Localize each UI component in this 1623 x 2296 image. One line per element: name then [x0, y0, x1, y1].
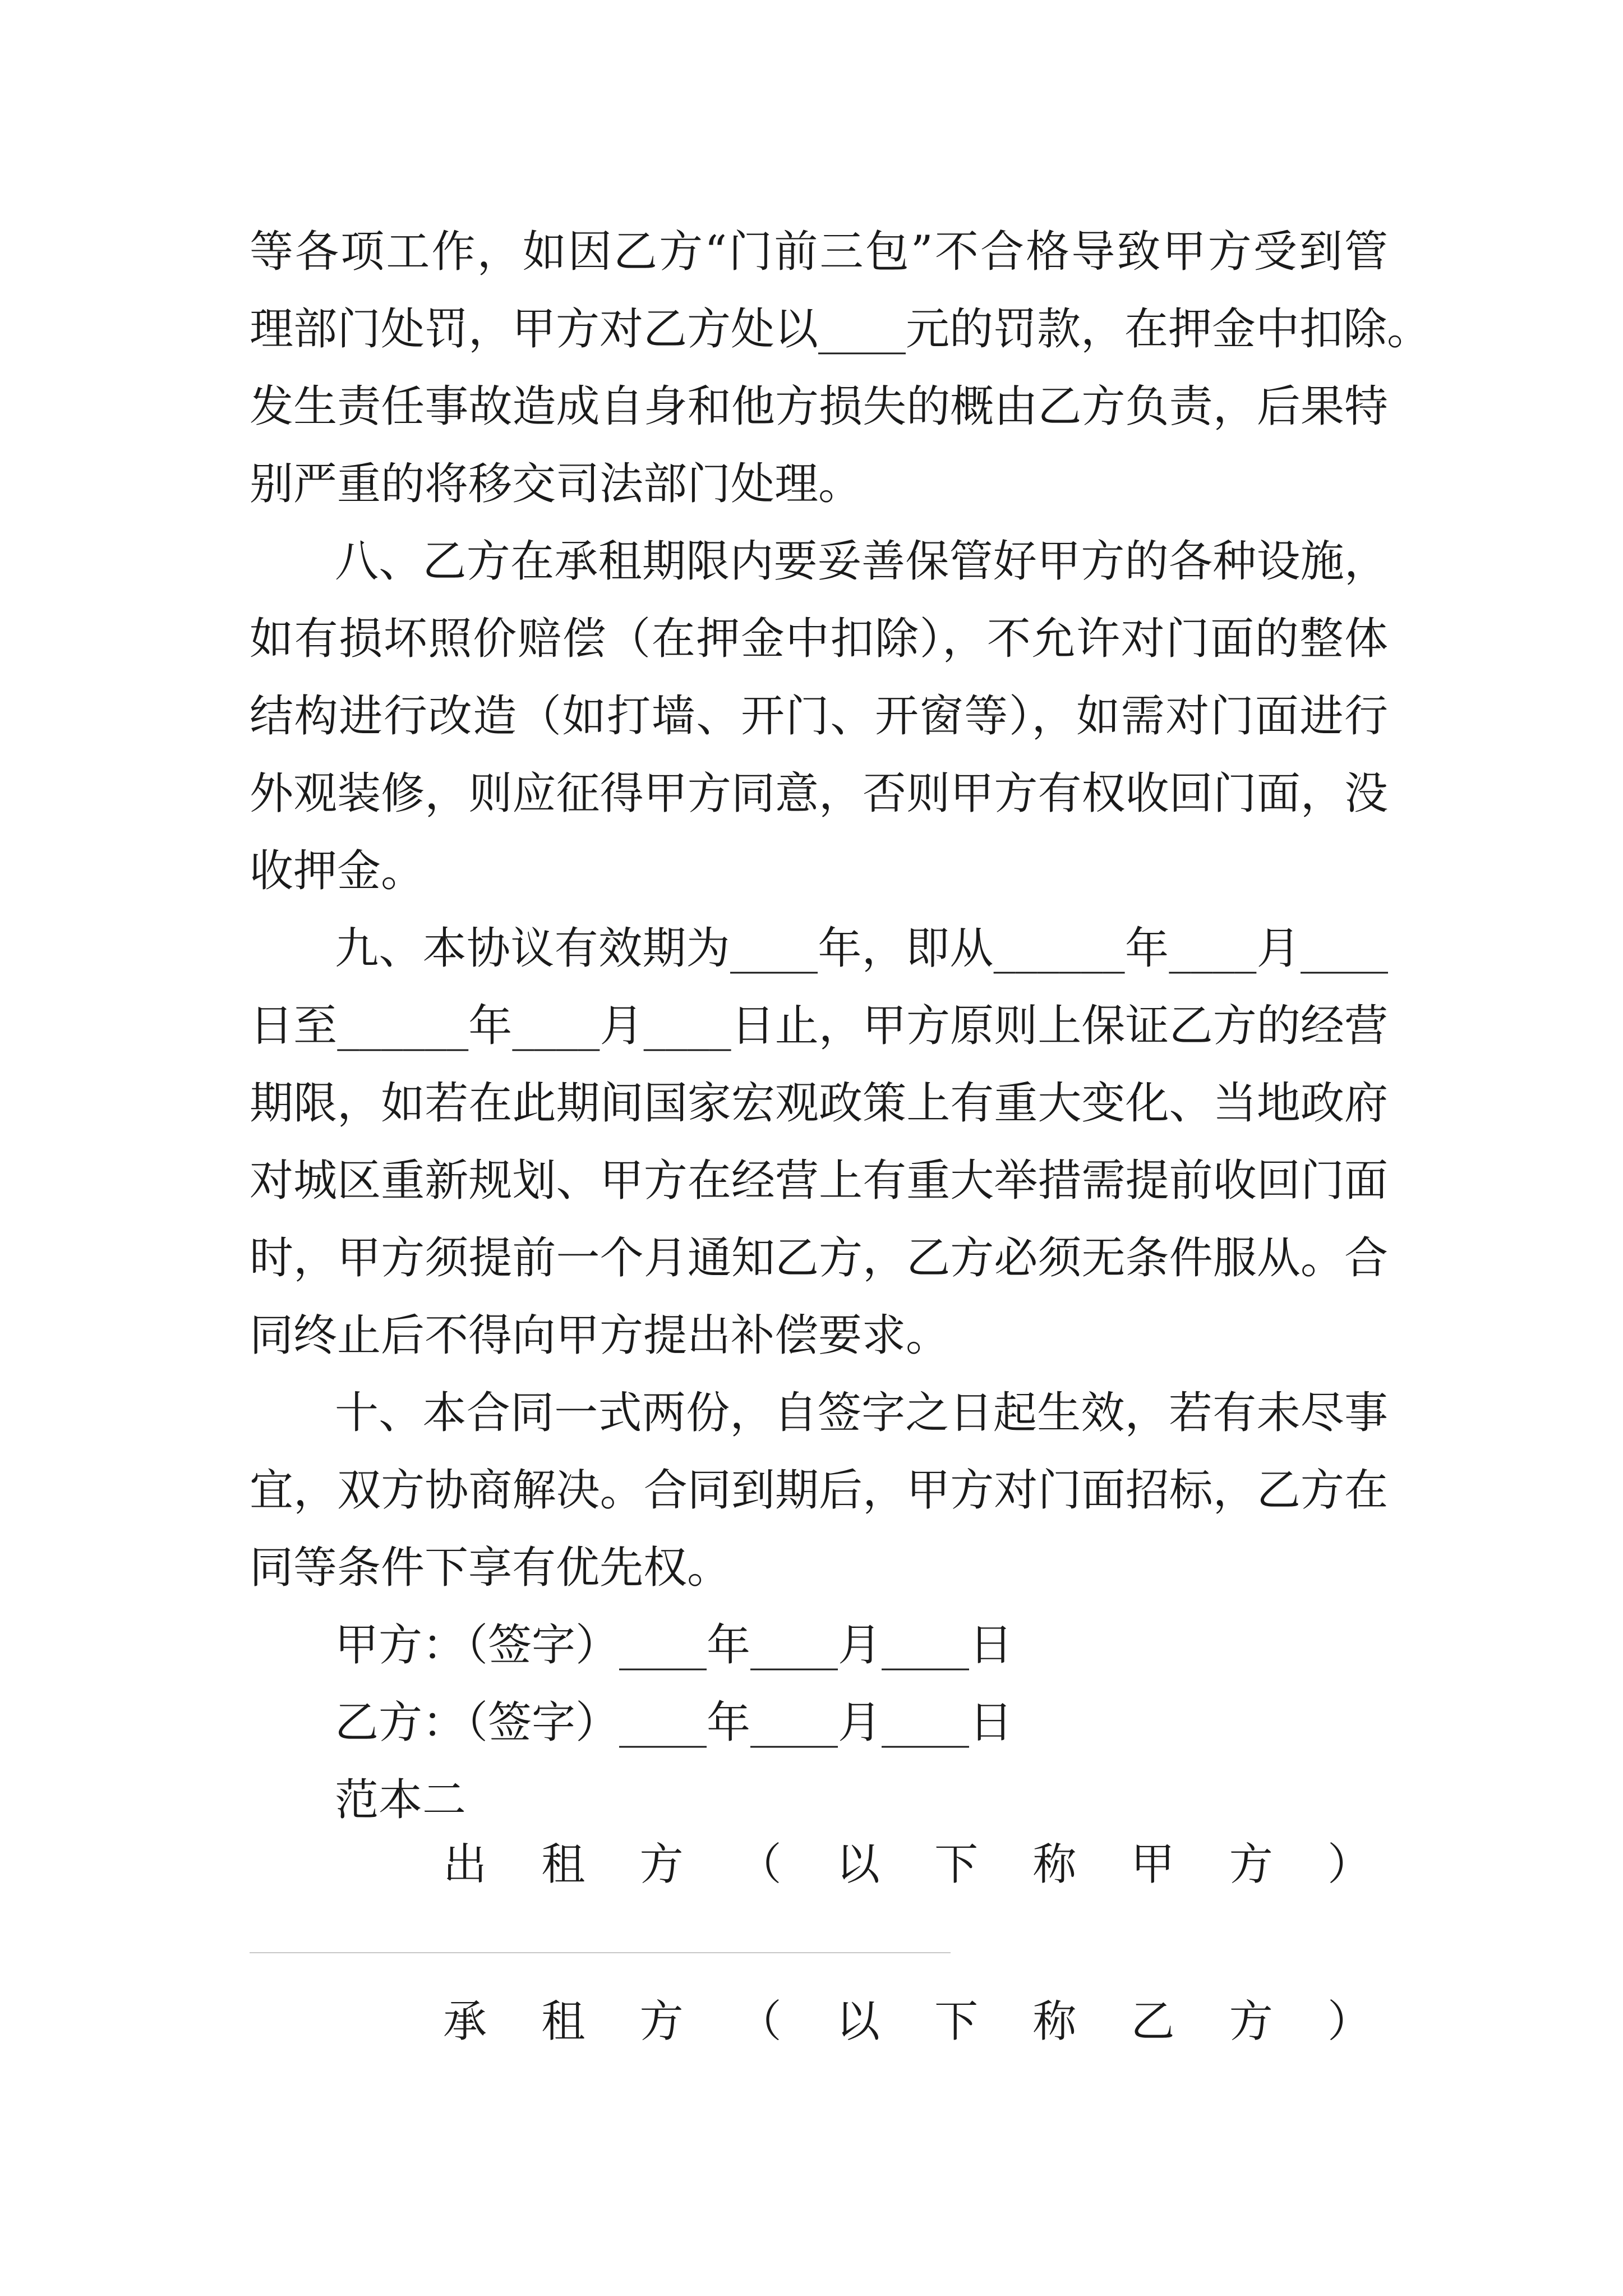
lessee-char: 下 — [934, 1996, 979, 2047]
lessee-label-row — [443, 1983, 1371, 2060]
paragraph-10-line-2: 宜，双方协商解决。合同到期后，甲方对门面招标，乙方在 — [250, 1465, 1388, 1516]
party-a-signature-line: 甲方：（签字）____年____月____日 — [335, 1620, 1013, 1671]
lessee-char: 承 — [443, 1996, 487, 2047]
lessor-char: （ — [737, 1839, 782, 1890]
lessee-char: 以 — [836, 1996, 880, 2047]
paragraph-8-line-4: 外观装修，则应征得甲方同意，否则甲方有权收回门面，没 — [250, 769, 1388, 819]
lessee-char: ） — [1327, 1996, 1371, 2047]
paragraph-9-line-6: 同终止后不得向甲方提出补偿要求。 — [250, 1310, 950, 1361]
paragraph-9-line-2: 日至______年____月____日止，甲方原则上保证乙方的经营 — [250, 1001, 1388, 1051]
lessor-char: 甲 — [1131, 1839, 1175, 1890]
lessee-char: 乙 — [1131, 1996, 1175, 2047]
paragraph-10-line-3: 同等条件下享有优先权。 — [250, 1543, 731, 1593]
blank-underline-field — [250, 1952, 951, 1953]
lessor-char: 方 — [1229, 1839, 1273, 1890]
paragraph-9-line-4: 对城区重新规划、甲方在经营上有重大举措需提前收回门面 — [250, 1156, 1388, 1206]
party-b-signature-line: 乙方：（签字）____年____月____日 — [335, 1697, 1013, 1748]
paragraph-8-line-2: 如有损坏照价赔偿（在押金中扣除），不允许对门面的整体 — [250, 614, 1388, 664]
lessor-char: 方 — [639, 1839, 684, 1890]
lessor-char: 以 — [836, 1839, 880, 1890]
paragraph-7-line-1: 等各项工作，如因乙方“门前三包”不合格导致甲方受到管 — [250, 227, 1388, 277]
template-two-heading: 范本二 — [335, 1775, 467, 1825]
lessor-char: 租 — [541, 1839, 585, 1890]
paragraph-8-line-3: 结构进行改造（如打墙、开门、开窗等），如需对门面进行 — [250, 691, 1388, 742]
paragraph-10-line-1: 十、本合同一式两份，自签字之日起生效，若有未尽事 — [335, 1388, 1388, 1438]
document-page — [250, 213, 1431, 1839]
lessee-char: 方 — [639, 1996, 684, 2047]
paragraph-9-line-5: 时，甲方须提前一个月通知乙方，乙方必须无条件服从。合 — [250, 1233, 1388, 1283]
lessee-char: 租 — [541, 1996, 585, 2047]
lessor-char: 称 — [1032, 1839, 1077, 1890]
paragraph-8-line-5: 收押金。 — [250, 846, 425, 896]
paragraph-7-line-4: 别严重的将移交司法部门处理。 — [250, 459, 863, 509]
lessor-char: ） — [1327, 1839, 1371, 1890]
paragraph-8-line-1: 八、乙方在承租期限内要妥善保管好甲方的各种设施， — [335, 536, 1388, 587]
paragraph-9-line-3: 期限，如若在此期间国家宏观政策上有重大变化、当地政府 — [250, 1078, 1388, 1129]
paragraph-9-line-1: 九、本协议有效期为____年，即从______年____月____ — [335, 923, 1388, 974]
paragraph-7-line-3: 发生责任事故造成自身和他方损失的概由乙方负责，后果特 — [250, 381, 1388, 432]
lessor-char: 下 — [934, 1839, 979, 1890]
paragraph-7-line-2: 理部门处罚，甲方对乙方处以____元的罚款，在押金中扣除。 — [250, 304, 1431, 355]
lessor-char: 出 — [443, 1839, 487, 1890]
lessee-char: 方 — [1229, 1996, 1273, 2047]
lessee-char: （ — [737, 1996, 782, 2047]
lessee-char: 称 — [1032, 1996, 1077, 2047]
lessor-label-row — [443, 1826, 1371, 1903]
